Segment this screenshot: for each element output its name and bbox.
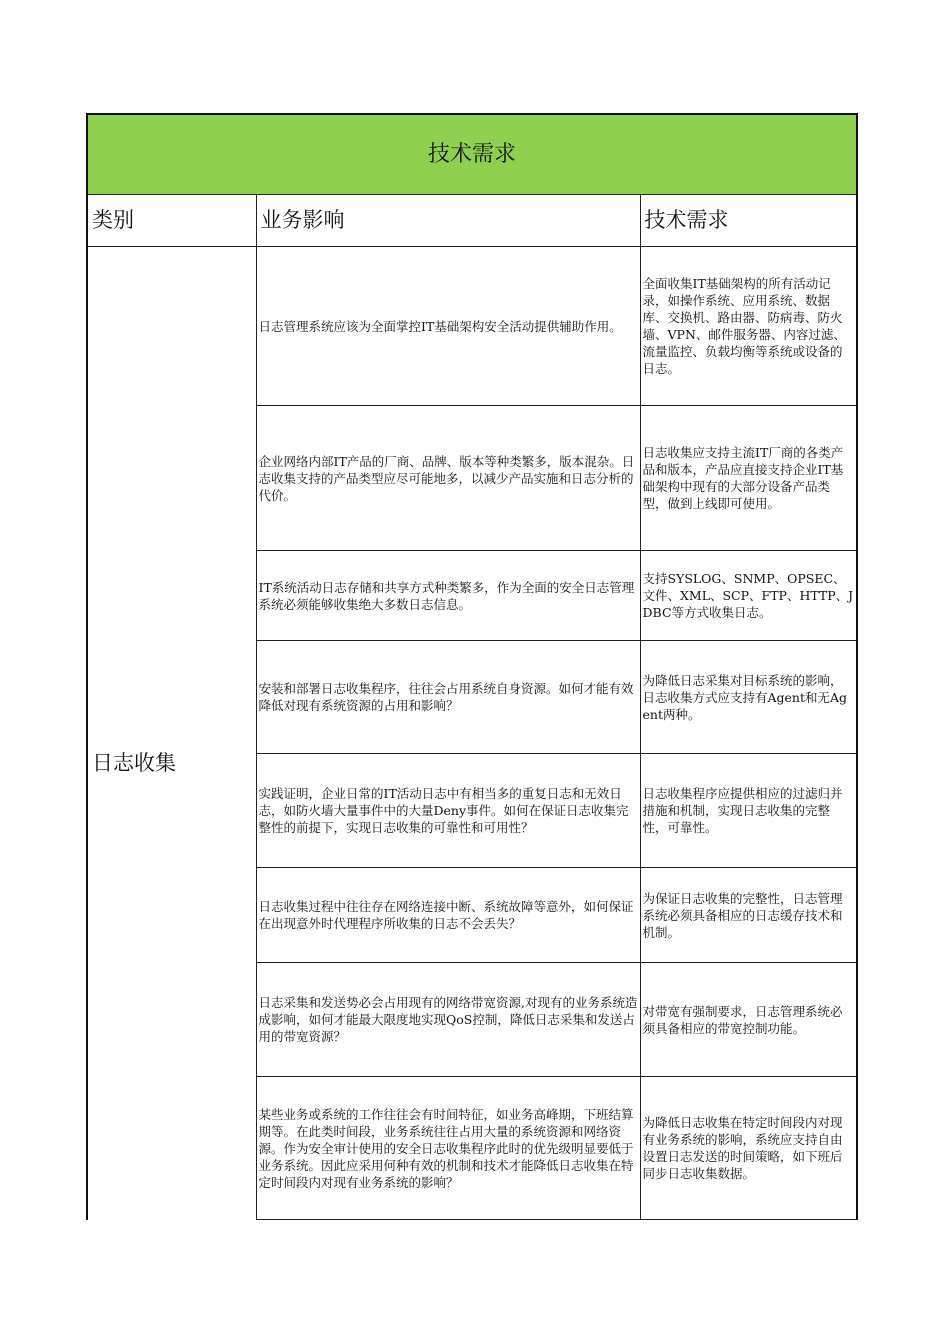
requirement-cell: 全面收集IT基础架构的所有活动记录，如操作系统、应用系统、数据库、交换机、路由器、防病毒、防火墙、VPN、邮件服务器、内容过滤、流量监控、负载均衡等系统或设备的日志。	[640, 247, 857, 406]
sheet-title: 技术需求	[87, 114, 857, 195]
category-cell: 日志收集	[87, 247, 256, 1220]
header-requirement: 技术需求	[640, 195, 857, 247]
requirement-cell: 为降低日志采集对目标系统的影响，日志收集方式应支持有Agent和无Agent两种。	[640, 641, 857, 754]
requirement-cell: 为降低日志收集在特定时间段内对现有业务系统的影响，系统应支持自由设置日志发送的时间策略，如下班后同步日志收集数据。	[640, 1077, 857, 1220]
impact-cell: 实践证明，企业日常的IT活动日志中有相当多的重复日志和无效日志，如防火墙大量事件中的大量Deny事件。如何在保证日志收集完整性的前提下，实现日志收集的可靠性和可用性？	[256, 754, 640, 868]
impact-cell: 日志采集和发送势必会占用现有的网络带宽资源,对现有的业务系统造成影响，如何才能最大限度地实现QoS控制，降低日志采集和发送占用的带宽资源？	[256, 963, 640, 1077]
table-row	[87, 247, 857, 406]
impact-cell: 日志收集过程中往往存在网络连接中断、系统故障等意外，如何保证在出现意外时代理程序所收集的日志不会丢失？	[256, 868, 640, 963]
impact-cell: 企业网络内部IT产品的厂商、品牌、版本等种类繁多，版本混杂。日志收集支持的产品类型应尽可能地多，以减少产品实施和日志分析的代价。	[256, 406, 640, 551]
title-row	[87, 114, 857, 195]
requirement-cell: 支持SYSLOG、SNMP、OPSEC、文件、XML、SCP、FTP、HTTP、JDBC等方式收集日志。	[640, 551, 857, 641]
requirement-cell: 对带宽有强制要求，日志管理系统必须具备相应的带宽控制功能。	[640, 963, 857, 1077]
impact-cell: IT系统活动日志存储和共享方式种类繁多，作为全面的安全日志管理系统必须能够收集绝大多数日志信息。	[256, 551, 640, 641]
header-row	[87, 195, 857, 247]
impact-cell: 日志管理系统应该为全面掌控IT基础架构安全活动提供辅助作用。	[256, 247, 640, 406]
requirements-sheet	[86, 113, 856, 1220]
requirement-cell: 日志收集程序应提供相应的过滤归并措施和机制，实现日志收集的完整性，可靠性。	[640, 754, 857, 868]
requirement-cell: 日志收集应支持主流IT厂商的各类产品和版本，产品应直接支持企业IT基础架构中现有的大部分设备产品类型，做到上线即可使用。	[640, 406, 857, 551]
header-impact: 业务影响	[256, 195, 640, 247]
impact-cell: 安装和部署日志收集程序，往往会占用系统自身资源。如何才能有效降低对现有系统资源的占用和影响？	[256, 641, 640, 754]
requirement-cell: 为保证日志收集的完整性，日志管理系统必须具备相应的日志缓存技术和机制。	[640, 868, 857, 963]
header-category: 类别	[87, 195, 256, 247]
impact-cell: 某些业务或系统的工作往往会有时间特征，如业务高峰期，下班结算期等。在此类时间段，业务系统往往占用大量的系统资源和网络资源。作为安全审计使用的安全日志收集程序此时的优先级明显要低于业务系统。因此应采用何种有效的机制和技术才能降低日志收集在特定时间段内对现有业务系统的影响？	[256, 1077, 640, 1220]
requirements-table	[86, 113, 858, 1220]
